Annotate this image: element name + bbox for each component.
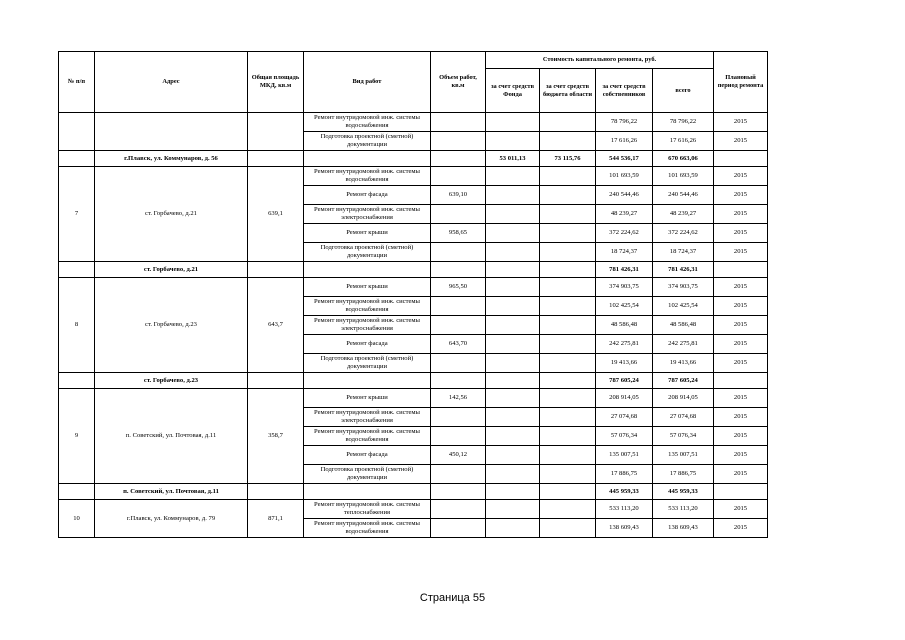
fund-cell (486, 446, 540, 465)
row-area: 871,1 (248, 500, 304, 538)
period-cell: 2015 (714, 335, 768, 354)
volume-cell: 639,10 (431, 186, 486, 205)
table-row (59, 500, 768, 519)
fund-cell (486, 113, 540, 132)
owners-cell: 374 903,75 (596, 278, 653, 297)
regional-cell (540, 205, 596, 224)
work-type-cell: Ремонт крыши (304, 389, 431, 408)
period-cell: 2015 (714, 132, 768, 151)
period-cell: 2015 (714, 427, 768, 446)
total-cell: 372 224,62 (653, 224, 714, 243)
total-row-num-cell (59, 151, 95, 167)
period-cell: 2015 (714, 316, 768, 335)
work-type-cell: Ремонт внутридомовой инж. системы теплоснабжения (304, 500, 431, 519)
total-cell: 57 076,34 (653, 427, 714, 446)
total-row-volume-cell (431, 262, 486, 278)
total-row-regional (540, 484, 596, 500)
total-cell: 48 239,27 (653, 205, 714, 224)
total-cell: 17 886,75 (653, 465, 714, 484)
row-num: 8 (59, 278, 95, 373)
volume-cell (431, 500, 486, 519)
period-cell: 2015 (714, 224, 768, 243)
total-row-area-cell (248, 262, 304, 278)
fund-cell (486, 297, 540, 316)
regional-cell (540, 167, 596, 186)
period-cell: 2015 (714, 113, 768, 132)
total-row-regional (540, 373, 596, 389)
owners-cell: 78 796,22 (596, 113, 653, 132)
work-type-cell: Ремонт фасада (304, 186, 431, 205)
table-row (59, 167, 768, 186)
regional-cell (540, 427, 596, 446)
volume-cell (431, 354, 486, 373)
total-row-work-cell (304, 484, 431, 500)
period-cell: 2015 (714, 354, 768, 373)
table-body (59, 113, 768, 538)
period-cell: 2015 (714, 278, 768, 297)
owners-cell: 17 886,75 (596, 465, 653, 484)
header-period: Плановый период ремонта (714, 52, 768, 113)
regional-cell (540, 316, 596, 335)
total-row-fund (486, 373, 540, 389)
volume-cell: 142,56 (431, 389, 486, 408)
header-num: № п/п (59, 52, 95, 113)
total-row-work-cell (304, 262, 431, 278)
regional-cell (540, 446, 596, 465)
work-type-cell: Ремонт внутридомовой инж. системы водоснабжения (304, 113, 431, 132)
total-row-volume-cell (431, 484, 486, 500)
fund-cell (486, 408, 540, 427)
volume-cell (431, 408, 486, 427)
fund-cell (486, 389, 540, 408)
volume-cell (431, 519, 486, 538)
period-cell: 2015 (714, 500, 768, 519)
period-cell: 2015 (714, 408, 768, 427)
table-row (59, 113, 768, 132)
volume-cell (431, 167, 486, 186)
owners-cell: 240 544,46 (596, 186, 653, 205)
volume-cell (431, 205, 486, 224)
total-row-volume-cell (431, 151, 486, 167)
work-type-cell: Ремонт фасада (304, 446, 431, 465)
total-row-regional (540, 262, 596, 278)
owners-cell: 533 113,20 (596, 500, 653, 519)
volume-cell: 965,50 (431, 278, 486, 297)
total-row-work-cell (304, 151, 431, 167)
address-total-row (59, 484, 768, 500)
period-cell: 2015 (714, 205, 768, 224)
total-row-area-cell (248, 373, 304, 389)
fund-cell (486, 186, 540, 205)
regional-cell (540, 389, 596, 408)
work-type-cell: Ремонт фасада (304, 335, 431, 354)
total-cell: 17 616,26 (653, 132, 714, 151)
total-row-num-cell (59, 373, 95, 389)
repair-table (58, 51, 768, 538)
period-cell: 2015 (714, 446, 768, 465)
total-row-period-cell (714, 151, 768, 167)
address-total-row (59, 373, 768, 389)
fund-cell (486, 278, 540, 297)
table-row (59, 389, 768, 408)
period-cell: 2015 (714, 243, 768, 262)
fund-cell (486, 224, 540, 243)
work-type-cell: Ремонт внутридомовой инж. системы электроснабжения (304, 316, 431, 335)
period-cell: 2015 (714, 186, 768, 205)
fund-cell (486, 427, 540, 446)
total-cell: 240 544,46 (653, 186, 714, 205)
work-type-cell: Ремонт внутридомовой инж. системы водоснабжения (304, 427, 431, 446)
owners-cell: 19 413,66 (596, 354, 653, 373)
period-cell: 2015 (714, 297, 768, 316)
volume-cell (431, 465, 486, 484)
total-row-label: п. Советский, ул. Почтовая, д.11 (95, 484, 248, 500)
owners-cell: 48 239,27 (596, 205, 653, 224)
total-cell: 48 586,48 (653, 316, 714, 335)
owners-cell: 101 693,59 (596, 167, 653, 186)
owners-cell: 372 224,62 (596, 224, 653, 243)
fund-cell (486, 243, 540, 262)
total-row-owners: 787 605,24 (596, 373, 653, 389)
total-row-owners: 445 959,33 (596, 484, 653, 500)
regional-cell (540, 243, 596, 262)
volume-cell (431, 243, 486, 262)
total-cell: 27 074,68 (653, 408, 714, 427)
row-address: ст. Горбачево, д.23 (95, 278, 248, 373)
regional-cell (540, 408, 596, 427)
total-row-total: 781 426,31 (653, 262, 714, 278)
work-type-cell: Ремонт внутридомовой инж. системы водоснабжения (304, 519, 431, 538)
owners-cell: 208 914,05 (596, 389, 653, 408)
period-cell: 2015 (714, 519, 768, 538)
work-type-cell: Ремонт внутридомовой инж. системы электроснабжения (304, 408, 431, 427)
owners-cell: 17 616,26 (596, 132, 653, 151)
regional-cell (540, 519, 596, 538)
page-number: Страница 55 (419, 592, 486, 604)
owners-cell: 57 076,34 (596, 427, 653, 446)
owners-cell: 135 007,51 (596, 446, 653, 465)
address-total-row (59, 262, 768, 278)
row-num: 10 (59, 500, 95, 538)
regional-cell (540, 132, 596, 151)
total-row-num-cell (59, 262, 95, 278)
period-cell: 2015 (714, 167, 768, 186)
volume-cell (431, 427, 486, 446)
address-total-row (59, 151, 768, 167)
regional-cell (540, 297, 596, 316)
total-row-volume-cell (431, 373, 486, 389)
work-type-cell: Подготовка проектной (сметной) документации (304, 465, 431, 484)
volume-cell: 450,12 (431, 446, 486, 465)
period-cell: 2015 (714, 465, 768, 484)
header-cost-group: Стоимость капитального ремонта, руб. (486, 52, 714, 69)
header-address: Адрес (95, 52, 248, 113)
row-num: 7 (59, 167, 95, 262)
header-area: Общая площадь МКД, кв.м (248, 52, 304, 113)
total-row-period-cell (714, 484, 768, 500)
owners-cell: 27 074,68 (596, 408, 653, 427)
owners-cell: 48 586,48 (596, 316, 653, 335)
regional-cell (540, 500, 596, 519)
row-address: г.Плавск, ул. Коммунаров, д. 79 (95, 500, 248, 538)
volume-cell (431, 113, 486, 132)
volume-cell: 958,65 (431, 224, 486, 243)
table-row (59, 278, 768, 297)
total-row-label: ст. Горбачево, д.21 (95, 262, 248, 278)
work-type-cell: Ремонт внутридомовой инж. системы электроснабжения (304, 205, 431, 224)
fund-cell (486, 132, 540, 151)
owners-cell: 242 275,81 (596, 335, 653, 354)
header-fund: за счет средств Фонда (486, 69, 540, 113)
header-volume: Объем работ, кв.м (431, 52, 486, 113)
period-cell: 2015 (714, 389, 768, 408)
work-type-cell: Подготовка проектной (сметной) документации (304, 243, 431, 262)
header-total: всего (653, 69, 714, 113)
row-address: п. Советский, ул. Почтовая, д.11 (95, 389, 248, 484)
total-row-fund: 53 011,13 (486, 151, 540, 167)
total-cell: 101 693,59 (653, 167, 714, 186)
total-row-period-cell (714, 262, 768, 278)
work-type-cell: Подготовка проектной (сметной) документации (304, 132, 431, 151)
regional-cell (540, 113, 596, 132)
work-type-cell: Подготовка проектной (сметной) документации (304, 354, 431, 373)
total-cell: 242 275,81 (653, 335, 714, 354)
total-row-total: 670 663,06 (653, 151, 714, 167)
fund-cell (486, 354, 540, 373)
total-row-regional: 73 115,76 (540, 151, 596, 167)
total-row-owners: 544 536,17 (596, 151, 653, 167)
fund-cell (486, 335, 540, 354)
volume-cell: 643,70 (431, 335, 486, 354)
total-cell: 18 724,37 (653, 243, 714, 262)
total-cell: 78 796,22 (653, 113, 714, 132)
total-cell: 138 609,43 (653, 519, 714, 538)
total-row-fund (486, 484, 540, 500)
row-area: 643,7 (248, 278, 304, 373)
fund-cell (486, 167, 540, 186)
total-row-label: г.Плавск, ул. Коммунаров, д. 56 (95, 151, 248, 167)
owners-cell: 102 425,54 (596, 297, 653, 316)
total-row-label: ст. Горбачево, д.23 (95, 373, 248, 389)
total-cell: 102 425,54 (653, 297, 714, 316)
header-regional: за счет средств бюджета области (540, 69, 596, 113)
header-owners: за счет средств собственников (596, 69, 653, 113)
volume-cell (431, 316, 486, 335)
owners-cell: 18 724,37 (596, 243, 653, 262)
row-area (248, 113, 304, 151)
total-row-area-cell (248, 151, 304, 167)
regional-cell (540, 278, 596, 297)
row-area: 639,1 (248, 167, 304, 262)
total-cell: 533 113,20 (653, 500, 714, 519)
row-area: 358,7 (248, 389, 304, 484)
volume-cell (431, 132, 486, 151)
volume-cell (431, 297, 486, 316)
total-row-work-cell (304, 373, 431, 389)
fund-cell (486, 316, 540, 335)
row-address: ст. Горбачево, д.21 (95, 167, 248, 262)
total-row-area-cell (248, 484, 304, 500)
total-row-fund (486, 262, 540, 278)
total-cell: 19 413,66 (653, 354, 714, 373)
fund-cell (486, 500, 540, 519)
total-row-num-cell (59, 484, 95, 500)
row-address (95, 113, 248, 151)
regional-cell (540, 224, 596, 243)
total-row-period-cell (714, 373, 768, 389)
total-row-owners: 781 426,31 (596, 262, 653, 278)
work-type-cell: Ремонт крыши (304, 224, 431, 243)
fund-cell (486, 205, 540, 224)
work-type-cell: Ремонт крыши (304, 278, 431, 297)
regional-cell (540, 354, 596, 373)
regional-cell (540, 186, 596, 205)
work-type-cell: Ремонт внутридомовой инж. системы водоснабжения (304, 167, 431, 186)
total-cell: 208 914,05 (653, 389, 714, 408)
row-num (59, 113, 95, 151)
header-work-type: Вид работ (304, 52, 431, 113)
total-cell: 374 903,75 (653, 278, 714, 297)
row-num: 9 (59, 389, 95, 484)
fund-cell (486, 465, 540, 484)
regional-cell (540, 335, 596, 354)
owners-cell: 138 609,43 (596, 519, 653, 538)
total-row-total: 787 605,24 (653, 373, 714, 389)
total-cell: 135 007,51 (653, 446, 714, 465)
total-row-total: 445 959,33 (653, 484, 714, 500)
fund-cell (486, 519, 540, 538)
work-type-cell: Ремонт внутридомовой инж. системы водоснабжения (304, 297, 431, 316)
regional-cell (540, 465, 596, 484)
